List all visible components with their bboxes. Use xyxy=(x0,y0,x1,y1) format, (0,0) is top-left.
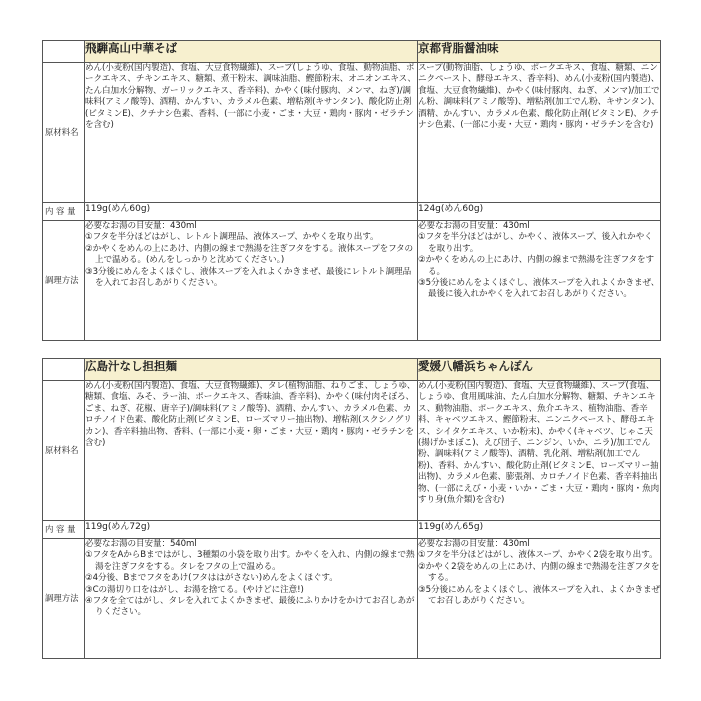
product-table-2 xyxy=(42,358,661,659)
method-text xyxy=(418,221,661,341)
method-intro: 必要なお湯の目安量：430ml xyxy=(418,539,530,549)
method-intro: 必要なお湯の目安量：430ml xyxy=(418,221,530,231)
content-label: 内 容 量 xyxy=(43,521,85,539)
method-step: ①フタを半分ほどはがし、液体スープ、かやく2袋を取り出す。 xyxy=(418,550,658,561)
content-label: 内 容 量 xyxy=(43,203,85,221)
method-label: 調理方法 xyxy=(43,539,85,659)
content-value: 124g(めん60g) xyxy=(418,203,661,221)
ingredients-text: めん(小麦粉(国内製造)、食塩、大豆食物繊維)、スープ(しょうゆ、食塩、動物油脂、ポークエキス、チキンエキス、糖類、煮干粉末、調味油脂、鰹節粉末、オニオンエキス、たん白加水分解物、ガーリックエキス、香辛料)、かやく(味付豚肉、メンマ、ねぎ)/調味料(アミノ酸等)、酒精、かんすい、カラメル色素、増粘剤(キサンタン)、酸化防止剤(ビタミンE)、クチナシ色素、香料、(一部に小麦・ごま・大豆・鶏肉・豚肉・ゼラチンを含む) xyxy=(85,63,418,203)
ingredients-text: スープ(動物油脂、しょうゆ、ポークエキス、食塩、糖類、ニンニクペースト、酵母エキス、香辛料)、めん(小麦粉(国内製造)、食塩、大豆食物繊維)、かやく(味付豚肉、ねぎ、メンマ)/加工でん粉、調味料(アミノ酸等)、増粘剤(加工でん粉、キサンタン)、酒精、かんすい、カラメル色素、酸化防止剤(ビタミンE)、クチナシ色素、(一部に小麦・大豆・鶏肉・豚肉・ゼラチンを含む) xyxy=(418,63,661,203)
header-empty-cell xyxy=(43,359,85,381)
method-step: ②かやくをめんの上にあけ、内側の線まで熱湯を注ぎフタをする。液体スープをフタの上で温める。(めんをしっかりと沈めてください。) xyxy=(85,243,413,266)
product-name: 愛媛八幡浜ちゃんぽん xyxy=(418,359,661,381)
method-step: ②4分後、Bまでフタをあけ(フタははがさない)めんをよくほぐす。 xyxy=(85,573,338,584)
method-text xyxy=(85,221,418,341)
product-name: 京都背脂醤油味 xyxy=(418,41,661,63)
ingredients-row xyxy=(43,381,661,521)
method-step: ③3分後にめんをよくほぐし、液体スープを入れよくかきまぜ、最後にレトルト調理品を入れてお召しあがりください。 xyxy=(85,266,412,289)
ingredients-text: めん(小麦粉(国内製造)、食塩、大豆食物繊維)、タレ(植物油脂、ねりごま、しょうゆ、糖類、食塩、みそ、ラー油、ポークエキス、香味油、香辛料)、かやく(味付肉そぼろ、ごま、ねぎ、花椒、唐辛子)/調味料(アミノ酸等)、酒精、かんすい、カラメル色素、カロチノイド色素、酸化防止剤(ビタミンE、ローズマリー抽出物)、増粘剤(スクシノグリカン)、香辛料抽出物、香料、(一部に小麦・卵・ごま・大豆・鶏肉・豚肉・ゼラチンを含む) xyxy=(85,381,418,521)
method-step: ④フタを全てはがし、タレを入れてよくかきまぜ、最後にふりかけをかけてお召しあがりください。 xyxy=(85,596,415,618)
ingredients-row xyxy=(43,63,661,203)
method-step: ③Cの湯切り口をはがし、お湯を捨てる。(やけどに注意!) xyxy=(85,584,304,595)
method-step: ①フタをAからBまではがし、3種類の小袋を取り出す。かやくを入れ、内側の線まで熱湯を注ぎフタをする。タレをフタの上で温める。 xyxy=(85,550,415,572)
header-row xyxy=(43,359,661,381)
method-step: ①フタを半分ほどはがし、レトルト調理品、液体スープ、かやくを取り出す。 xyxy=(85,232,379,243)
method-label: 調理方法 xyxy=(43,221,85,341)
product-table-1 xyxy=(42,40,661,341)
content-value: 119g(めん60g) xyxy=(85,203,418,221)
method-step: ①フタを半分ほどはがし、かやく、液体スープ、後入れかやくを取り出す。 xyxy=(418,232,653,254)
method-step: ②かやく2袋をめんの上にあけ、内側の線まで熱湯を注ぎフタをする。 xyxy=(418,561,660,584)
content-row xyxy=(43,521,661,539)
content-value: 119g(めん72g) xyxy=(85,521,418,539)
method-intro: 必要なお湯の目安量：430ml xyxy=(85,221,197,231)
method-text xyxy=(418,539,661,659)
ingredients-label: 原材料名 xyxy=(43,381,85,521)
ingredients-label: 原材料名 xyxy=(43,63,85,203)
method-row xyxy=(43,539,661,659)
method-step: ②かやくをめんの上にあけ、内側の線まで熱湯を注ぎフタをする。 xyxy=(418,255,654,277)
product-name: 飛騨高山中華そば xyxy=(85,41,418,63)
content-row xyxy=(43,203,661,221)
ingredients-text: めん(小麦粉(国内製造)、食塩、大豆食物繊維)、スープ(食塩、しょうゆ、食用風味油、たん白加水分解物、糖類、チキンエキス、動物油脂、ポークエキス、魚介エキス、植物油脂、香辛料、キャベツエキス、鰹節粉末、ニンニクペースト、酵母エキス、シイタケエキス、いか粉末)、かやく(キャベツ、じゃこ天(揚げかまぼこ)、えび団子、ニンジン、いか、ニラ)/加工でん粉、調味料(アミノ酸等)、酒精、乳化剤、増粘剤(加工でん粉)、香料、かんすい、酸化防止剤(ビタミンE、ローズマリー抽出物)、カラメル色素、膨張剤、カロチノイド色素、香辛料抽出物、(一部にえび・小麦・いか・ごま・大豆・鶏肉・豚肉・魚肉すり身(魚介類)を含む) xyxy=(418,381,661,521)
method-step: ③5分後にめんをよくほぐし、液体スープを入れ、よくかきまぜてお召しあがりください。 xyxy=(418,584,660,607)
product-name: 広島汁なし担担麺 xyxy=(85,359,418,381)
header-empty-cell xyxy=(43,41,85,63)
header-row xyxy=(43,41,661,63)
method-step: ③5分後にめんをよくほぐし、液体スープを入れよくかきまぜ、最後に後入れかやくを入れてお召しあがりください。 xyxy=(418,278,660,300)
method-row xyxy=(43,221,661,341)
method-intro: 必要なお湯の目安量：540ml xyxy=(85,539,197,549)
method-text xyxy=(85,539,418,659)
content-value: 119g(めん65g) xyxy=(418,521,661,539)
